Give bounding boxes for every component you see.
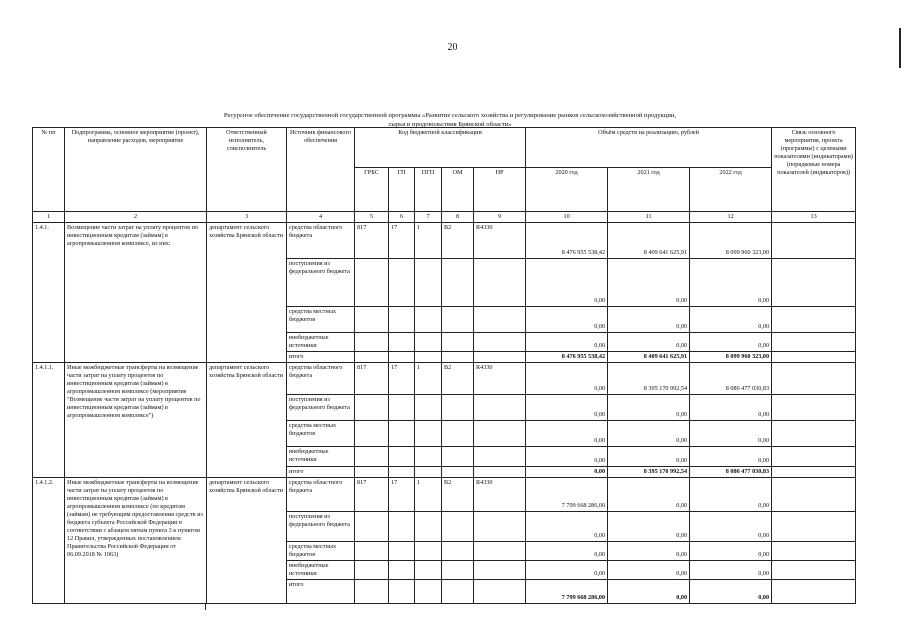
value-2021: 0,00 bbox=[608, 259, 690, 307]
code-om: В2 bbox=[442, 223, 474, 259]
indicator-link bbox=[772, 421, 856, 447]
column-number: 13 bbox=[772, 212, 856, 223]
table-body bbox=[33, 223, 856, 604]
indicator-link bbox=[772, 561, 856, 580]
title-line-2: сырья и продовольствия Брянской области» bbox=[388, 121, 512, 128]
header-nr: НР bbox=[474, 168, 526, 212]
funding-source: внебюджетные источники bbox=[287, 561, 355, 580]
header-num: № пп bbox=[33, 128, 65, 212]
value-2020: 8 476 955 538,42 bbox=[526, 352, 608, 363]
code-grbs bbox=[355, 259, 389, 307]
code-pgp bbox=[415, 542, 442, 561]
code-grbs: 817 bbox=[355, 223, 389, 259]
code-nr bbox=[474, 395, 526, 421]
code-pgp bbox=[415, 421, 442, 447]
code-om bbox=[442, 352, 474, 363]
code-grbs bbox=[355, 421, 389, 447]
funding-source: средства местных бюджетов bbox=[287, 542, 355, 561]
value-2020: 0,00 bbox=[526, 333, 608, 352]
header-2021: 2021 год bbox=[608, 168, 690, 212]
value-2020: 0,00 bbox=[526, 561, 608, 580]
value-2022: 0,00 bbox=[690, 395, 772, 421]
code-nr: R4330 bbox=[474, 478, 526, 512]
code-gp bbox=[389, 259, 415, 307]
code-om bbox=[442, 561, 474, 580]
value-2020: 0,00 bbox=[526, 467, 608, 478]
code-gp bbox=[389, 333, 415, 352]
column-number: 10 bbox=[526, 212, 608, 223]
resource-table bbox=[32, 127, 856, 604]
column-number-row bbox=[33, 212, 856, 223]
column-number: 7 bbox=[415, 212, 442, 223]
funding-source: внебюджетные источники bbox=[287, 333, 355, 352]
funding-source: поступления из федерального бюджета bbox=[287, 395, 355, 421]
code-nr bbox=[474, 421, 526, 447]
value-2020: 0,00 bbox=[526, 512, 608, 542]
code-grbs bbox=[355, 542, 389, 561]
code-nr bbox=[474, 333, 526, 352]
code-om bbox=[442, 447, 474, 467]
value-2020: 0,00 bbox=[526, 259, 608, 307]
code-om bbox=[442, 421, 474, 447]
value-2021: 0,00 bbox=[608, 561, 690, 580]
value-2022: 0,00 bbox=[690, 478, 772, 512]
value-2022: 0,00 bbox=[690, 333, 772, 352]
header-2022: 2022 год bbox=[690, 168, 772, 212]
code-gp bbox=[389, 467, 415, 478]
item-executor: департамент сельского хозяйства Брянской области bbox=[207, 223, 287, 363]
code-gp bbox=[389, 447, 415, 467]
column-number: 9 bbox=[474, 212, 526, 223]
code-pgp bbox=[415, 580, 442, 604]
column-number: 11 bbox=[608, 212, 690, 223]
title-line-1: Ресурсное обеспечение государственной государственной программы «Развитие сельского хозяйства и регулирование рынков сельскохозяйственной продукции, bbox=[223, 112, 677, 119]
column-number: 2 bbox=[65, 212, 207, 223]
code-grbs bbox=[355, 333, 389, 352]
item-executor: департамент сельского хозяйства Брянской области bbox=[207, 478, 287, 604]
value-2022: 8 086 477 030,83 bbox=[690, 467, 772, 478]
code-om: В2 bbox=[442, 363, 474, 395]
table-row bbox=[33, 478, 856, 512]
code-nr: R4330 bbox=[474, 223, 526, 259]
value-2021: 0,00 bbox=[608, 478, 690, 512]
code-om bbox=[442, 580, 474, 604]
code-grbs: 817 bbox=[355, 478, 389, 512]
value-2022: 0,00 bbox=[690, 259, 772, 307]
value-2021: 8 395 170 992,54 bbox=[608, 467, 690, 478]
value-2022: 8 099 960 323,00 bbox=[690, 223, 772, 259]
code-gp bbox=[389, 395, 415, 421]
code-nr bbox=[474, 580, 526, 604]
indicator-link bbox=[772, 333, 856, 352]
indicator-link bbox=[772, 542, 856, 561]
indicator-link bbox=[772, 307, 856, 333]
code-pgp bbox=[415, 561, 442, 580]
item-name: Возмещение части затрат на уплату процентов по инвестиционным кредитам (займам) в агропромышленном комплексе, из них: bbox=[65, 223, 207, 363]
value-2021: 8 409 641 625,91 bbox=[608, 223, 690, 259]
item-number: 1.4.1. bbox=[33, 223, 65, 363]
code-om bbox=[442, 259, 474, 307]
code-gp bbox=[389, 421, 415, 447]
indicator-link bbox=[772, 363, 856, 395]
code-pgp bbox=[415, 352, 442, 363]
code-om bbox=[442, 395, 474, 421]
value-2021: 0,00 bbox=[608, 580, 690, 604]
code-om bbox=[442, 512, 474, 542]
funding-source: поступления из федерального бюджета bbox=[287, 512, 355, 542]
column-number: 12 bbox=[690, 212, 772, 223]
header-2020: 2020 год bbox=[526, 168, 608, 212]
code-nr bbox=[474, 467, 526, 478]
code-nr bbox=[474, 447, 526, 467]
code-pgp bbox=[415, 333, 442, 352]
value-2021: 0,00 bbox=[608, 395, 690, 421]
code-om bbox=[442, 467, 474, 478]
code-grbs bbox=[355, 307, 389, 333]
code-nr bbox=[474, 561, 526, 580]
table-row bbox=[33, 363, 856, 395]
value-2022: 0,00 bbox=[690, 307, 772, 333]
code-gp bbox=[389, 307, 415, 333]
code-gp bbox=[389, 580, 415, 604]
header-om: ОМ bbox=[442, 168, 474, 212]
code-om: В2 bbox=[442, 478, 474, 512]
code-pgp bbox=[415, 467, 442, 478]
code-gp bbox=[389, 352, 415, 363]
indicator-link bbox=[772, 259, 856, 307]
column-number: 4 bbox=[287, 212, 355, 223]
funding-source: поступления из федерального бюджета bbox=[287, 259, 355, 307]
indicator-link bbox=[772, 447, 856, 467]
funding-source: внебюджетные источники bbox=[287, 447, 355, 467]
scan-edge-mark bbox=[899, 28, 901, 68]
value-2021: 0,00 bbox=[608, 542, 690, 561]
value-2021: 0,00 bbox=[608, 421, 690, 447]
value-2020: 7 799 668 286,00 bbox=[526, 478, 608, 512]
column-number: 3 bbox=[207, 212, 287, 223]
header-grbs: ГРБС bbox=[355, 168, 389, 212]
value-2020: 0,00 bbox=[526, 421, 608, 447]
code-pgp bbox=[415, 395, 442, 421]
code-pgp: 1 bbox=[415, 223, 442, 259]
value-2020: 0,00 bbox=[526, 395, 608, 421]
value-2020: 8 476 955 538,42 bbox=[526, 223, 608, 259]
value-2022: 0,00 bbox=[690, 542, 772, 561]
code-pgp bbox=[415, 447, 442, 467]
value-2021: 8 395 170 992,54 bbox=[608, 363, 690, 395]
code-nr bbox=[474, 542, 526, 561]
item-number: 1.4.1.2. bbox=[33, 478, 65, 604]
code-pgp: 1 bbox=[415, 478, 442, 512]
table-row bbox=[33, 223, 856, 259]
value-2020: 0,00 bbox=[526, 363, 608, 395]
code-gp: 17 bbox=[389, 363, 415, 395]
funding-source: средства местных бюджетов bbox=[287, 307, 355, 333]
header-name: Подпрограмма, основное мероприятие (проект), направление расходов, мероприятие bbox=[65, 128, 207, 212]
indicator-link bbox=[772, 580, 856, 604]
value-2020: 7 799 668 286,00 bbox=[526, 580, 608, 604]
column-number: 8 bbox=[442, 212, 474, 223]
page-number: 20 bbox=[447, 42, 458, 53]
value-2021: 8 409 641 625,91 bbox=[608, 352, 690, 363]
code-grbs bbox=[355, 580, 389, 604]
value-2022: 8 099 960 323,00 bbox=[690, 352, 772, 363]
code-nr bbox=[474, 512, 526, 542]
header-budget-code: Код бюджетной классификации bbox=[355, 128, 526, 168]
funding-source: итого bbox=[287, 580, 355, 604]
code-nr bbox=[474, 307, 526, 333]
code-grbs bbox=[355, 395, 389, 421]
code-grbs bbox=[355, 352, 389, 363]
value-2021: 0,00 bbox=[608, 307, 690, 333]
header-gp: ГП bbox=[389, 168, 415, 212]
indicator-link bbox=[772, 512, 856, 542]
code-gp bbox=[389, 512, 415, 542]
code-om bbox=[442, 542, 474, 561]
value-2022: 0,00 bbox=[690, 447, 772, 467]
item-number: 1.4.1.1. bbox=[33, 363, 65, 478]
header-pgp: ПГП bbox=[415, 168, 442, 212]
column-number: 5 bbox=[355, 212, 389, 223]
value-2022: 0,00 bbox=[690, 512, 772, 542]
code-om bbox=[442, 307, 474, 333]
code-grbs bbox=[355, 512, 389, 542]
indicator-link bbox=[772, 352, 856, 363]
code-pgp: 1 bbox=[415, 363, 442, 395]
funding-source: итого bbox=[287, 352, 355, 363]
value-2021: 0,00 bbox=[608, 447, 690, 467]
code-nr bbox=[474, 352, 526, 363]
value-2022: 0,00 bbox=[690, 580, 772, 604]
funding-source: итого bbox=[287, 467, 355, 478]
indicator-link bbox=[772, 478, 856, 512]
code-gp: 17 bbox=[389, 223, 415, 259]
value-2021: 0,00 bbox=[608, 333, 690, 352]
header-source: Источник финансового обеспечения bbox=[287, 128, 355, 212]
value-2020: 0,00 bbox=[526, 542, 608, 561]
value-2022: 0,00 bbox=[690, 421, 772, 447]
code-grbs: 817 bbox=[355, 363, 389, 395]
indicator-link bbox=[772, 395, 856, 421]
code-pgp bbox=[415, 512, 442, 542]
header-link: Связь основного мероприятия, проекта (программы) с целевыми показателями (индикаторами) (порядковые номера показателей (индикаторов)) bbox=[772, 128, 856, 212]
item-executor: департамент сельского хозяйства Брянской области bbox=[207, 363, 287, 478]
indicator-link bbox=[772, 223, 856, 259]
value-2020: 0,00 bbox=[526, 307, 608, 333]
funding-source: средства областного бюджета bbox=[287, 363, 355, 395]
value-2022: 8 086 477 030,83 bbox=[690, 363, 772, 395]
code-grbs bbox=[355, 561, 389, 580]
column-number: 6 bbox=[389, 212, 415, 223]
code-om bbox=[442, 333, 474, 352]
code-grbs bbox=[355, 467, 389, 478]
item-name: Иные межбюджетные трансферты на возмещение части затрат на уплату процентов по инвестиционным кредитам (займам) в агропромышленном комплексе (мероприятие "Возмещение части затрат на уплату процентов по инвестиционным кредитам (займам) в агропромышленном комплексе") bbox=[65, 363, 207, 478]
code-gp: 17 bbox=[389, 478, 415, 512]
code-pgp bbox=[415, 259, 442, 307]
code-nr: R4330 bbox=[474, 363, 526, 395]
code-pgp bbox=[415, 307, 442, 333]
value-2021: 0,00 bbox=[608, 512, 690, 542]
funding-source: средства областного бюджета bbox=[287, 478, 355, 512]
value-2022: 0,00 bbox=[690, 561, 772, 580]
column-number: 1 bbox=[33, 212, 65, 223]
item-name: Иные межбюджетные трансферты на возмещение части затрат на уплату процентов по инвестиционным кредитам (займам) в агропромышленном комплексе (по кредитам (займам) не требующим предоставления средств из бюджета субъекта Российской Федерации в соответствии с абзацем пятым пункта 3 к пунктом 12 Правил, утвержденных постановлением Правительства Российской Федерации от 06.09.2018 № 1063) bbox=[65, 478, 207, 604]
scan-dot-mark bbox=[205, 604, 206, 610]
indicator-link bbox=[772, 467, 856, 478]
header-volume: Объём средств на реализацию, рублей bbox=[526, 128, 772, 168]
code-grbs bbox=[355, 447, 389, 467]
header-executor: Ответственный исполнитель, соисполнитель bbox=[207, 128, 287, 212]
code-gp bbox=[389, 561, 415, 580]
code-gp bbox=[389, 542, 415, 561]
funding-source: средства областного бюджета bbox=[287, 223, 355, 259]
code-nr bbox=[474, 259, 526, 307]
value-2020: 0,00 bbox=[526, 447, 608, 467]
funding-source: средства местных бюджетов bbox=[287, 421, 355, 447]
